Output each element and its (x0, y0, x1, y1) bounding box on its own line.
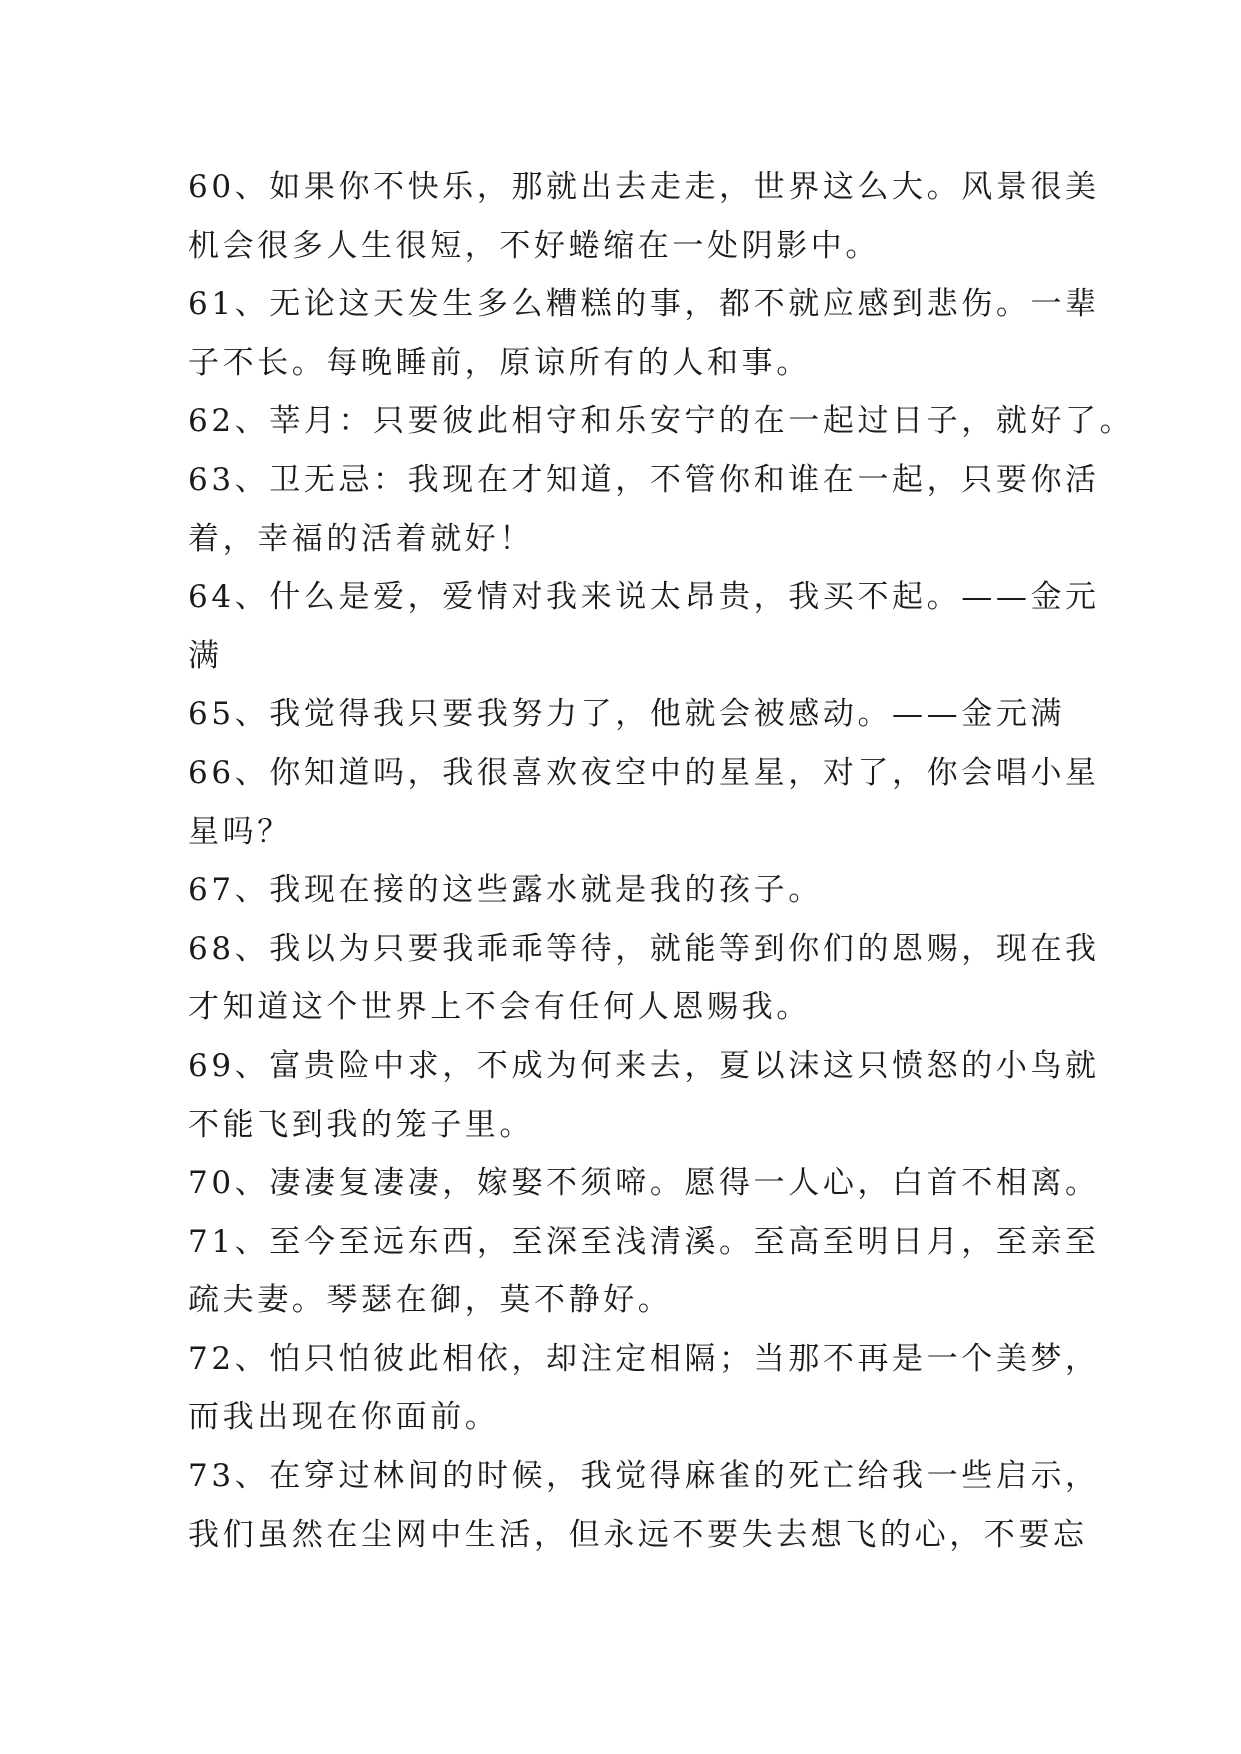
text-line: 子不长。每晚睡前，原谅所有的人和事。 (188, 344, 811, 381)
text-line: 64、什么是爱，爱情对我来说太昂贵，我买不起。——金元 (188, 579, 1100, 616)
text-line: 71、至今至远东西，至深至浅清溪。至高至明日月，至亲至 (188, 1223, 1100, 1260)
text-line: 我们虽然在尘网中生活，但永远不要失去想飞的心，不要忘 (188, 1516, 1088, 1553)
text-line: 才知道这个世界上不会有任何人恩赐我。 (188, 989, 811, 1026)
text-line: 62、莘月：只要彼此相守和乐安宁的在一起过日子，就好了。 (188, 403, 1135, 440)
document-body (188, 158, 1135, 1564)
text-line: 满 (188, 637, 223, 674)
text-line: 70、凄凄复凄凄，嫁娶不须啼。愿得一人心，白首不相离。 (188, 1165, 1100, 1202)
text-line: 星吗？ (188, 813, 292, 850)
text-line: 而我出现在你面前。 (188, 1399, 500, 1436)
text-line: 73、在穿过林间的时候，我觉得麻雀的死亡给我一些启示， (188, 1458, 1100, 1495)
text-line: 着，幸福的活着就好！ (188, 520, 534, 557)
text-line: 疏夫妻。琴瑟在御，莫不静好。 (188, 1282, 673, 1319)
text-line: 68、我以为只要我乖乖等待，就能等到你们的恩赐，现在我 (188, 930, 1100, 967)
text-line: 69、富贵险中求，不成为何来去，夏以沫这只愤怒的小鸟就 (188, 1047, 1100, 1084)
text-line: 63、卫无忌：我现在才知道，不管你和谁在一起，只要你活 (188, 461, 1100, 498)
text-line: 65、我觉得我只要我努力了，他就会被感动。——金元满 (188, 696, 1066, 733)
text-line: 60、如果你不快乐，那就出去走走，世界这么大。风景很美 (188, 169, 1100, 205)
text-line: 66、你知道吗，我很喜欢夜空中的星星，对了，你会唱小星 (188, 754, 1100, 791)
text-line: 不能飞到我的笼子里。 (188, 1106, 534, 1143)
text-line: 61、无论这天发生多么糟糕的事，都不就应感到悲伤。一辈 (188, 286, 1100, 323)
text-line: 72、怕只怕彼此相依，却注定相隔；当那不再是一个美梦， (188, 1340, 1100, 1377)
text-line: 机会很多人生很短，不好蜷缩在一处阴影中。 (188, 227, 880, 264)
text-line: 67、我现在接的这些露水就是我的孩子。 (188, 872, 823, 909)
